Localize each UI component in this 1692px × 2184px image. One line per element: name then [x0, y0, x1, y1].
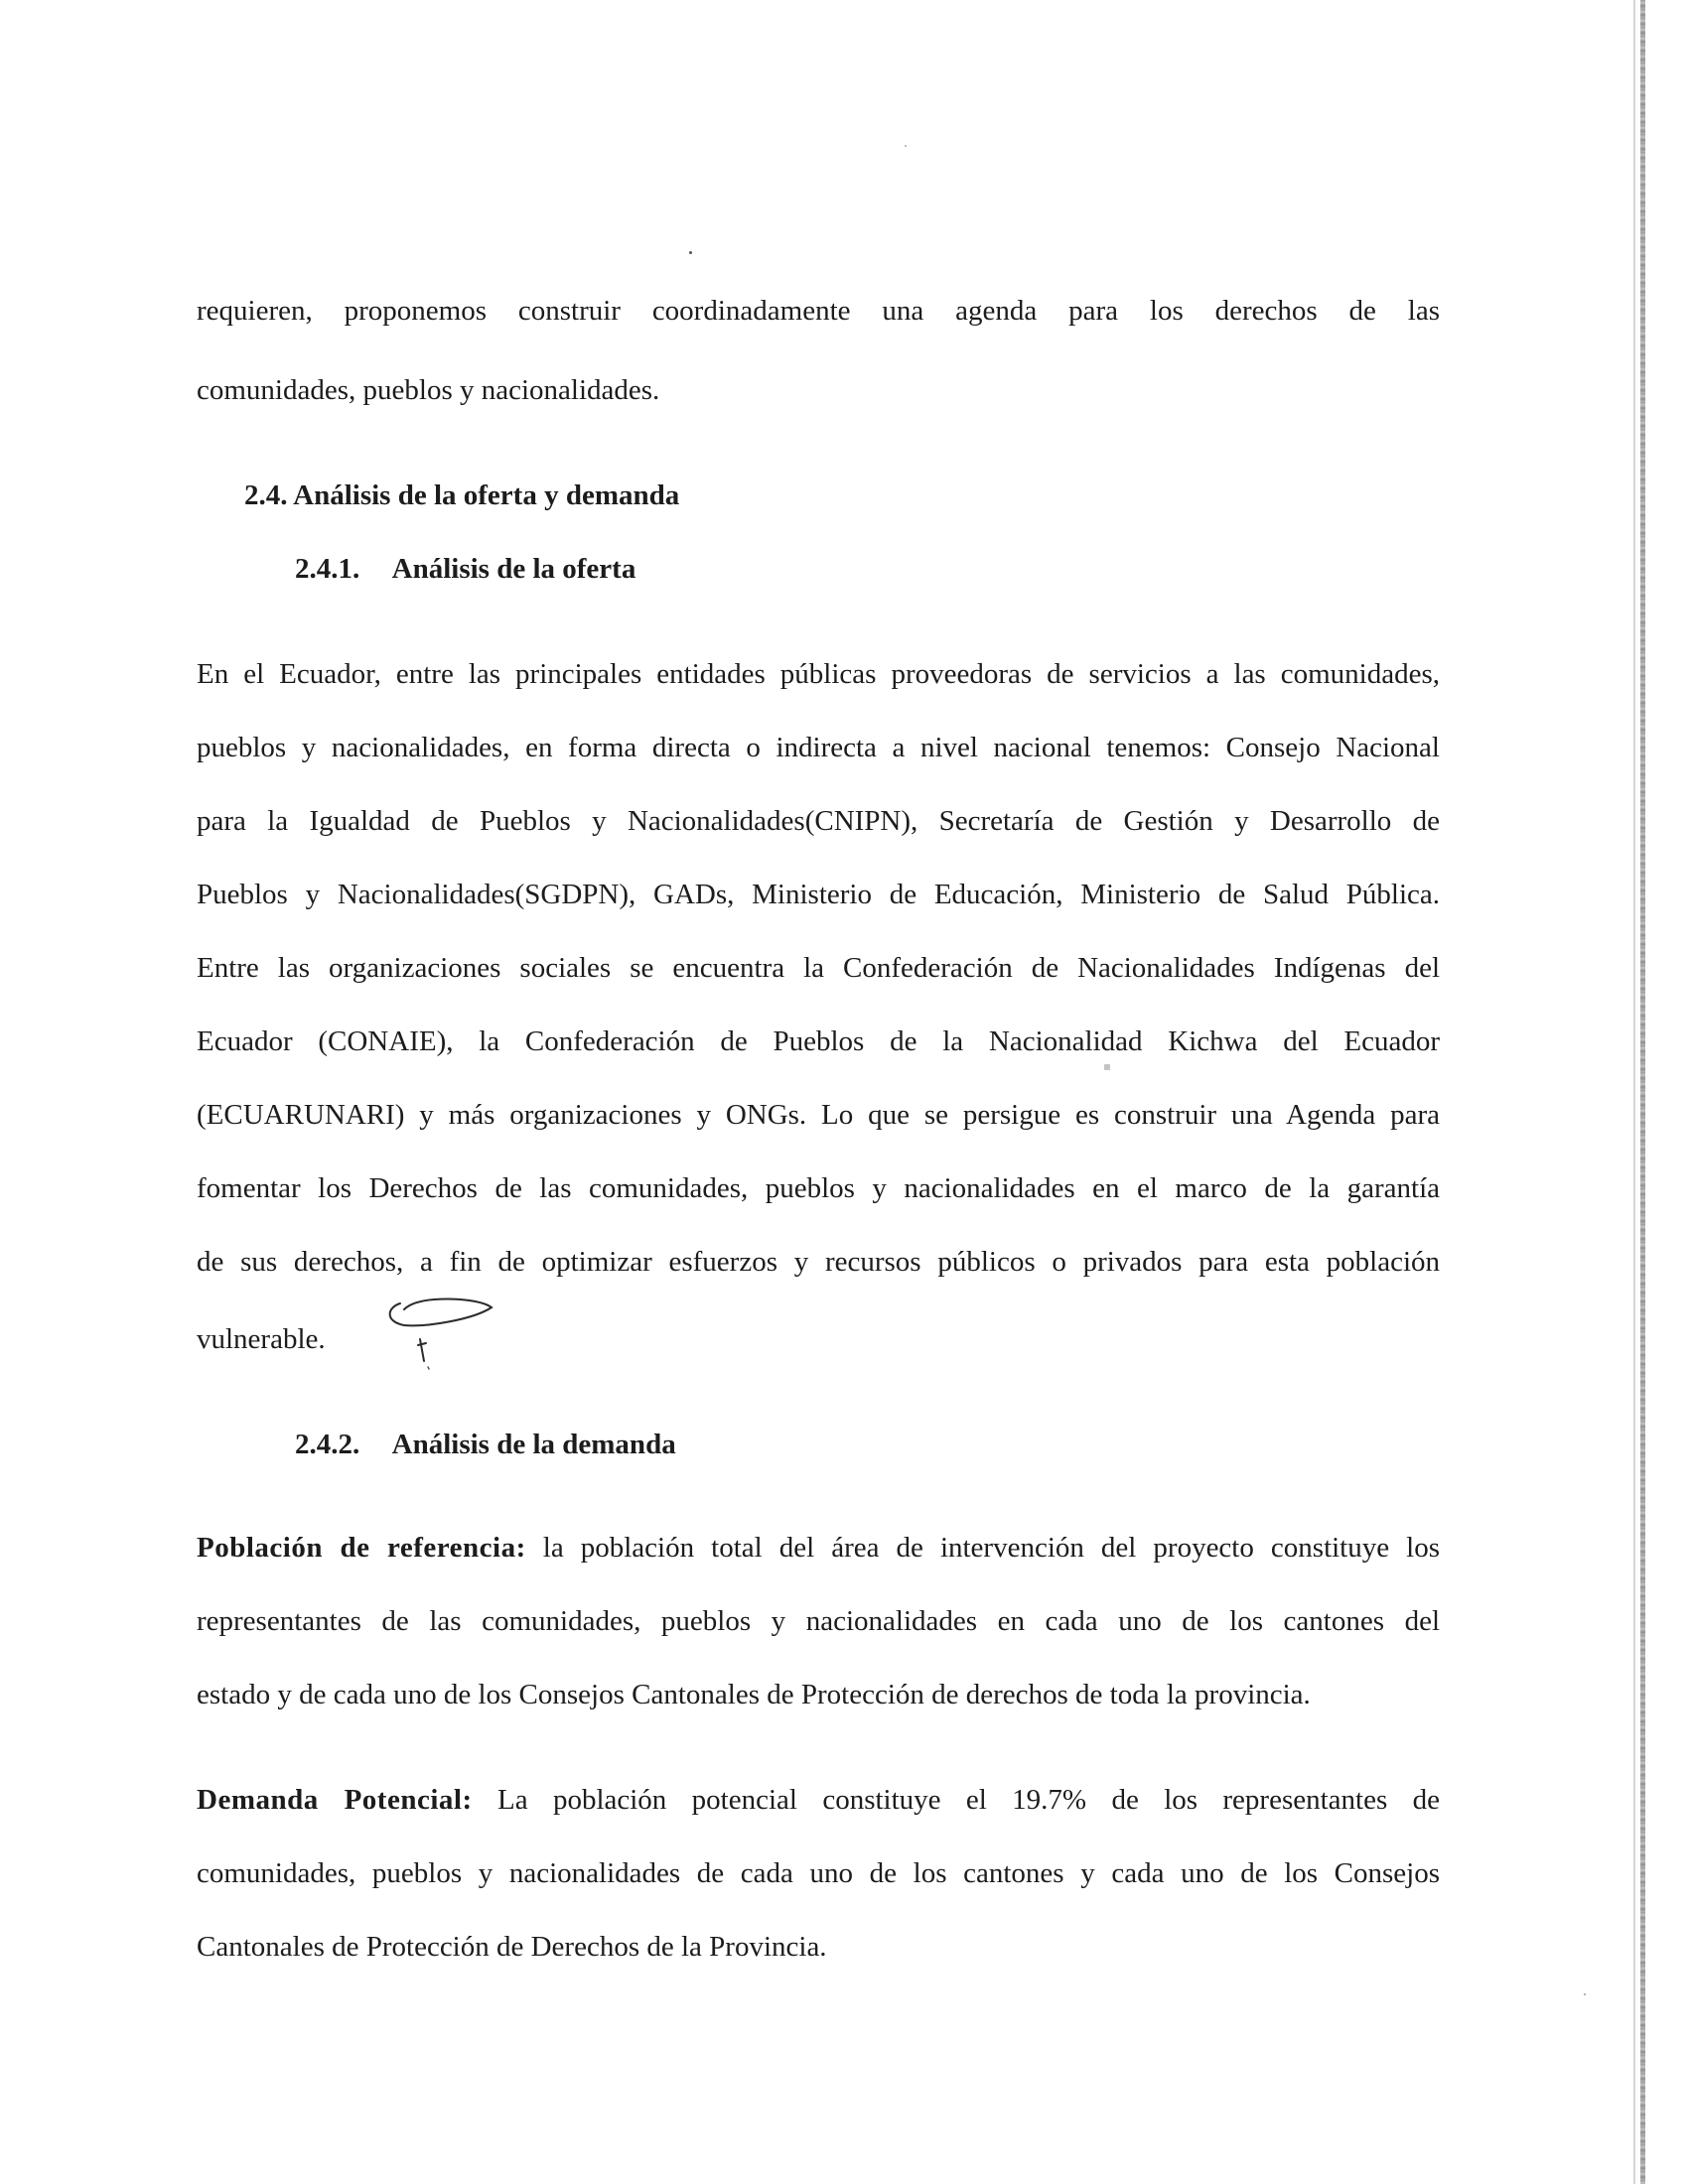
- potencial-label: Demanda Potencial:: [197, 1784, 473, 1816]
- section-title: Análisis de la oferta: [391, 553, 636, 585]
- scan-speck: [1104, 1064, 1110, 1070]
- section-number: 2.4.1.: [295, 553, 360, 585]
- oferta-line-8: fomentar los Derechos de las comunidades, pueblos y nacionalidades en el marco de la garantía: [197, 1172, 1440, 1204]
- section-number: 2.4.2.: [295, 1429, 360, 1460]
- section-title: Análisis de la oferta y demanda: [293, 479, 680, 511]
- intro-line-1: requieren, proponemos construir coordinadamente una agenda para los derechos de las: [197, 295, 1440, 327]
- referencia-line-1: [197, 1531, 1440, 1565]
- oferta-line-6: Ecuador (CONAIE), la Confederación de Pueblos de la Nacionalidad Kichwa del Ecuador: [197, 1025, 1440, 1057]
- scan-speck: [689, 251, 692, 254]
- oferta-line-4: Pueblos y Nacionalidades(SGDPN), GADs, Ministerio de Educación, Ministerio de Salud Pública.: [197, 879, 1440, 910]
- potencial-line-1: [197, 1783, 1440, 1817]
- oferta-line-3: para la Igualdad de Pueblos y Nacionalidades(CNIPN), Secretaría de Gestión y Desarrollo de: [197, 805, 1440, 837]
- referencia-line-3: estado y de cada uno de los Consejos Cantonales de Protección de derechos de toda la provincia.: [197, 1679, 1311, 1710]
- potencial-line-3: Cantonales de Protección de Derechos de la Provincia.: [197, 1931, 827, 1963]
- referencia-text: la población total del área de intervención del proyecto constituye los: [525, 1532, 1440, 1564]
- section-number: 2.4.: [244, 479, 288, 511]
- intro-line-2: comunidades, pueblos y nacionalidades.: [197, 374, 660, 406]
- section-heading-2-4-2: [295, 1428, 676, 1461]
- scan-edge-highlight: [1633, 0, 1635, 2184]
- oferta-line-1: En el Ecuador, entre las principales entidades públicas proveedoras de servicios a las comunidades,: [197, 658, 1440, 690]
- oferta-line-9: de sus derechos, a fin de optimizar esfuerzos y recursos públicos o privados para esta población: [197, 1246, 1440, 1278]
- oferta-line-2: pueblos y nacionalidades, en forma directa o indirecta a nivel nacional tenemos: Consejo Nacional: [197, 732, 1440, 763]
- oferta-line-5: Entre las organizaciones sociales se encuentra la Confederación de Nacionalidades Indígenas del: [197, 952, 1440, 984]
- referencia-label: Población de referencia:: [197, 1532, 526, 1564]
- referencia-line-2: representantes de las comunidades, pueblos y nacionalidades en cada uno de los cantones del: [197, 1605, 1440, 1637]
- potencial-text: La población potencial constituye el 19.7% de los representantes de: [472, 1784, 1440, 1816]
- scan-edge: [1640, 0, 1645, 2184]
- oferta-line-7: (ECUARUNARI) y más organizaciones y ONGs. Lo que se persigue es construir una Agenda para: [197, 1099, 1440, 1131]
- potencial-line-2: comunidades, pueblos y nacionalidades de cada uno de los cantones y cada uno de los Consejos: [197, 1857, 1440, 1889]
- scan-speck: [1584, 1993, 1586, 1995]
- handwritten-initial-mark: [382, 1286, 501, 1375]
- section-heading-2-4: [244, 478, 679, 512]
- scan-speck: [905, 145, 907, 147]
- section-heading-2-4-1: [295, 552, 635, 586]
- oferta-line-10: vulnerable.: [197, 1323, 326, 1355]
- section-title: Análisis de la demanda: [391, 1429, 676, 1460]
